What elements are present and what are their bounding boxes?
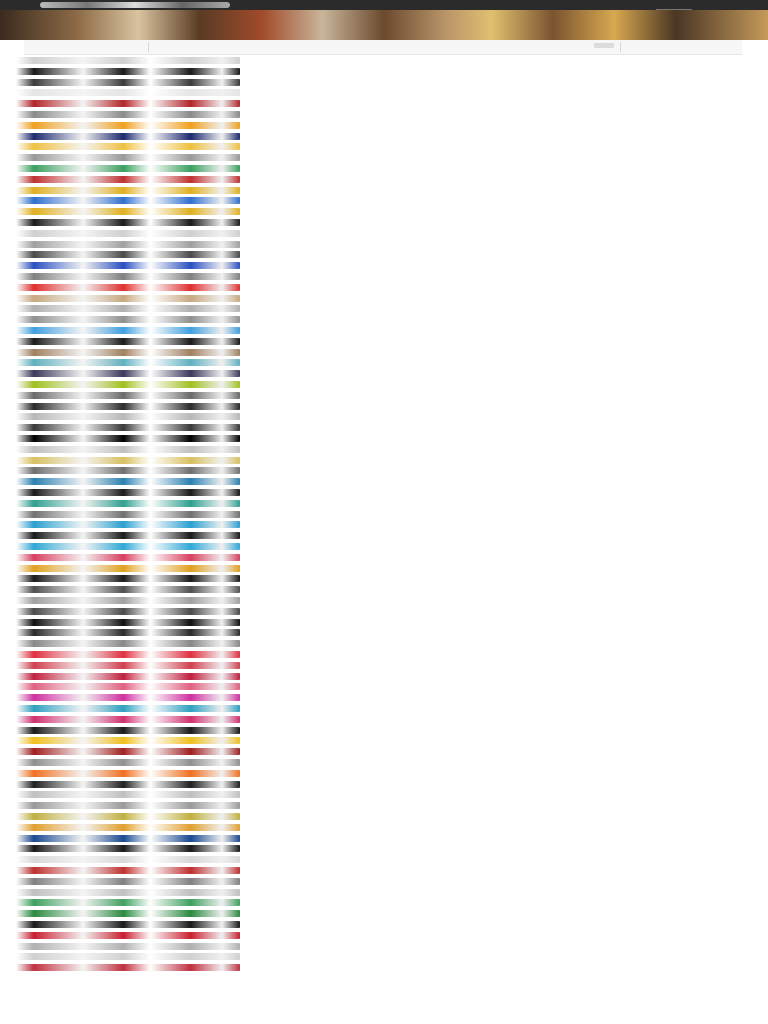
header-banner-image	[0, 10, 768, 40]
team-logo-banner[interactable]	[16, 241, 240, 248]
team-logo-banner[interactable]	[16, 932, 240, 939]
list-item[interactable]	[0, 410, 768, 420]
list-item-title[interactable]	[282, 661, 722, 667]
list-item[interactable]	[0, 713, 768, 723]
list-item-title[interactable]	[282, 780, 722, 786]
list-item[interactable]	[0, 486, 768, 496]
list-item-title[interactable]	[282, 121, 722, 127]
list-item[interactable]	[0, 194, 768, 204]
team-logo-banner[interactable]	[16, 154, 240, 161]
team-logo-banner[interactable]	[16, 305, 240, 312]
list-item-title[interactable]	[282, 844, 722, 850]
team-logo-banner[interactable]	[16, 467, 240, 474]
list-item-title[interactable]	[282, 931, 722, 937]
team-logo-banner[interactable]	[16, 683, 240, 690]
list-item-title[interactable]	[282, 888, 722, 894]
list-item[interactable]	[0, 173, 768, 183]
list-item[interactable]	[0, 659, 768, 669]
list-item-title[interactable]	[282, 812, 722, 818]
list-item[interactable]	[0, 162, 768, 172]
list-item-title[interactable]	[282, 499, 722, 505]
list-item[interactable]	[0, 583, 768, 593]
team-logo-banner[interactable]	[16, 478, 240, 485]
team-logo-banner[interactable]	[16, 856, 240, 863]
team-logo-banner[interactable]	[16, 943, 240, 950]
site-logo[interactable]	[40, 2, 230, 8]
list-item-title[interactable]	[282, 412, 722, 418]
list-item[interactable]	[0, 886, 768, 896]
list-item-title[interactable]	[282, 909, 722, 915]
list-item-title[interactable]	[282, 153, 722, 159]
list-item[interactable]	[0, 702, 768, 712]
list-item[interactable]	[0, 594, 768, 604]
list-item[interactable]	[0, 313, 768, 323]
list-item-title[interactable]	[282, 164, 722, 170]
team-logo-banner[interactable]	[16, 392, 240, 399]
team-logo-banner[interactable]	[16, 165, 240, 172]
team-logo-banner[interactable]	[16, 197, 240, 204]
team-logo-banner[interactable]	[16, 910, 240, 917]
list-item-title[interactable]	[282, 110, 722, 116]
team-logo-banner[interactable]	[16, 953, 240, 960]
list-item[interactable]	[0, 475, 768, 485]
list-item-title[interactable]	[282, 488, 722, 494]
team-list	[0, 54, 768, 1024]
list-item[interactable]	[0, 119, 768, 129]
team-logo-banner[interactable]	[16, 187, 240, 194]
list-item[interactable]	[0, 799, 768, 809]
list-item[interactable]	[0, 184, 768, 194]
list-item-title[interactable]	[282, 736, 722, 742]
list-item-title[interactable]	[282, 272, 722, 278]
list-item-title[interactable]	[282, 769, 722, 775]
list-item[interactable]	[0, 875, 768, 885]
list-item[interactable]	[0, 832, 768, 842]
team-logo-banner[interactable]	[16, 835, 240, 842]
list-item-title[interactable]	[282, 607, 722, 613]
list-item[interactable]	[0, 605, 768, 615]
list-item[interactable]	[0, 270, 768, 280]
list-item-title[interactable]	[282, 315, 722, 321]
team-logo-banner[interactable]	[16, 651, 240, 658]
list-item[interactable]	[0, 259, 768, 269]
team-logo-banner[interactable]	[16, 176, 240, 183]
team-logo-banner[interactable]	[16, 543, 240, 550]
team-logo-banner[interactable]	[16, 316, 240, 323]
navigation-bar	[24, 40, 742, 55]
list-item[interactable]	[0, 378, 768, 388]
list-item-title[interactable]	[282, 952, 722, 958]
team-logo-banner[interactable]	[16, 640, 240, 647]
team-logo-banner[interactable]	[16, 251, 240, 258]
team-logo-banner[interactable]	[16, 619, 240, 626]
team-logo-banner[interactable]	[16, 770, 240, 777]
list-item[interactable]	[0, 248, 768, 258]
list-item-title[interactable]	[282, 542, 722, 548]
list-item[interactable]	[0, 788, 768, 798]
team-logo-banner[interactable]	[16, 435, 240, 442]
list-item[interactable]	[0, 918, 768, 928]
list-item-title[interactable]	[282, 650, 722, 656]
team-logo-banner[interactable]	[16, 964, 240, 971]
team-logo-banner[interactable]	[16, 748, 240, 755]
list-item-title[interactable]	[282, 553, 722, 559]
team-logo-banner[interactable]	[16, 705, 240, 712]
team-logo-banner[interactable]	[16, 381, 240, 388]
list-item-title[interactable]	[282, 207, 722, 213]
list-item[interactable]	[0, 734, 768, 744]
list-item[interactable]	[0, 842, 768, 852]
list-item[interactable]	[0, 756, 768, 766]
team-logo-banner[interactable]	[16, 370, 240, 377]
list-item-title[interactable]	[282, 618, 722, 624]
team-logo-banner[interactable]	[16, 424, 240, 431]
list-item-title[interactable]	[282, 186, 722, 192]
list-item[interactable]	[0, 443, 768, 453]
team-logo-banner[interactable]	[16, 586, 240, 593]
team-logo-banner[interactable]	[16, 273, 240, 280]
list-item[interactable]	[0, 400, 768, 410]
list-item-title[interactable]	[282, 510, 722, 516]
team-logo-banner[interactable]	[16, 608, 240, 615]
team-logo-banner[interactable]	[16, 284, 240, 291]
list-item[interactable]	[0, 767, 768, 777]
list-item[interactable]	[0, 54, 768, 64]
team-logo-banner[interactable]	[16, 79, 240, 86]
team-logo-banner[interactable]	[16, 521, 240, 528]
list-item-title[interactable]	[282, 477, 722, 483]
list-item-title[interactable]	[282, 132, 722, 138]
team-logo-banner[interactable]	[16, 68, 240, 75]
list-item[interactable]	[0, 616, 768, 626]
team-logo-banner[interactable]	[16, 208, 240, 215]
team-logo-banner[interactable]	[16, 133, 240, 140]
list-item-title[interactable]	[282, 402, 722, 408]
list-item-title[interactable]	[282, 564, 722, 570]
team-logo-banner[interactable]	[16, 878, 240, 885]
team-logo-banner[interactable]	[16, 791, 240, 798]
list-item-title[interactable]	[282, 434, 722, 440]
list-item[interactable]	[0, 302, 768, 312]
team-logo-banner[interactable]	[16, 403, 240, 410]
team-logo-banner[interactable]	[16, 694, 240, 701]
list-item[interactable]	[0, 929, 768, 939]
team-logo-banner[interactable]	[16, 359, 240, 366]
list-item-title[interactable]	[282, 326, 722, 332]
list-item[interactable]	[0, 335, 768, 345]
nav-divider	[620, 42, 621, 52]
list-item[interactable]	[0, 281, 768, 291]
team-logo-banner[interactable]	[16, 845, 240, 852]
team-logo-banner[interactable]	[16, 295, 240, 302]
list-item[interactable]	[0, 821, 768, 831]
team-logo-banner[interactable]	[16, 327, 240, 334]
list-item-title[interactable]	[282, 250, 722, 256]
list-item[interactable]	[0, 140, 768, 150]
list-item[interactable]	[0, 367, 768, 377]
list-item[interactable]	[0, 238, 768, 248]
team-logo-banner[interactable]	[16, 457, 240, 464]
team-logo-banner[interactable]	[16, 759, 240, 766]
list-item[interactable]	[0, 97, 768, 107]
list-item-title[interactable]	[282, 229, 722, 235]
list-item-title[interactable]	[282, 693, 722, 699]
list-item[interactable]	[0, 86, 768, 96]
list-item-title[interactable]	[282, 596, 722, 602]
list-item[interactable]	[0, 670, 768, 680]
nav-divider	[148, 42, 149, 52]
list-item-title[interactable]	[282, 704, 722, 710]
list-item-title[interactable]	[282, 866, 722, 872]
list-item[interactable]	[0, 346, 768, 356]
list-item-title[interactable]	[282, 585, 722, 591]
team-logo-banner[interactable]	[16, 899, 240, 906]
team-logo-banner[interactable]	[16, 889, 240, 896]
team-logo-banner[interactable]	[16, 446, 240, 453]
list-item-title[interactable]	[282, 877, 722, 883]
list-item-title[interactable]	[282, 78, 722, 84]
list-item[interactable]	[0, 810, 768, 820]
team-logo-banner[interactable]	[16, 629, 240, 636]
list-item-title[interactable]	[282, 747, 722, 753]
list-item[interactable]	[0, 691, 768, 701]
team-logo-banner[interactable]	[16, 349, 240, 356]
list-item-title[interactable]	[282, 834, 722, 840]
list-item[interactable]	[0, 518, 768, 528]
list-item-title[interactable]	[282, 531, 722, 537]
team-logo-banner[interactable]	[16, 122, 240, 129]
list-item-title[interactable]	[282, 715, 722, 721]
team-logo-banner[interactable]	[16, 111, 240, 118]
list-item[interactable]	[0, 464, 768, 474]
team-logo-banner[interactable]	[16, 143, 240, 150]
list-item-title[interactable]	[282, 348, 722, 354]
team-logo-banner[interactable]	[16, 413, 240, 420]
team-logo-banner[interactable]	[16, 921, 240, 928]
list-item-title[interactable]	[282, 423, 722, 429]
list-item[interactable]	[0, 853, 768, 863]
list-item-title[interactable]	[282, 639, 722, 645]
list-item[interactable]	[0, 76, 768, 86]
list-item-title[interactable]	[282, 304, 722, 310]
list-item-title[interactable]	[282, 218, 722, 224]
list-item[interactable]	[0, 637, 768, 647]
list-item[interactable]	[0, 227, 768, 237]
team-logo-banner[interactable]	[16, 727, 240, 734]
list-item[interactable]	[0, 540, 768, 550]
nav-links[interactable]	[192, 43, 482, 48]
team-logo-banner[interactable]	[16, 802, 240, 809]
team-logo-banner[interactable]	[16, 100, 240, 107]
team-logo-banner[interactable]	[16, 737, 240, 744]
list-item[interactable]	[0, 961, 768, 971]
list-item[interactable]	[0, 778, 768, 788]
list-item[interactable]	[0, 940, 768, 950]
team-logo-banner[interactable]	[16, 824, 240, 831]
list-item[interactable]	[0, 216, 768, 226]
list-item-title[interactable]	[282, 337, 722, 343]
list-item-title[interactable]	[282, 67, 722, 73]
list-item-title[interactable]	[282, 628, 722, 634]
list-item-title[interactable]	[282, 56, 722, 62]
list-item-title[interactable]	[282, 823, 722, 829]
list-item-title[interactable]	[282, 142, 722, 148]
list-item[interactable]	[0, 389, 768, 399]
team-logo-banner[interactable]	[16, 500, 240, 507]
list-item-title[interactable]	[282, 520, 722, 526]
list-item[interactable]	[0, 292, 768, 302]
list-item[interactable]	[0, 151, 768, 161]
nav-search-link[interactable]	[594, 43, 614, 48]
list-item[interactable]	[0, 356, 768, 366]
top-bar	[0, 0, 768, 10]
team-logo-banner[interactable]	[16, 338, 240, 345]
list-item[interactable]	[0, 205, 768, 215]
list-item[interactable]	[0, 454, 768, 464]
team-logo-banner[interactable]	[16, 219, 240, 226]
list-item[interactable]	[0, 724, 768, 734]
list-item[interactable]	[0, 680, 768, 690]
team-logo-banner[interactable]	[16, 57, 240, 64]
list-item-title[interactable]	[282, 261, 722, 267]
list-item-title[interactable]	[282, 920, 722, 926]
list-item[interactable]	[0, 529, 768, 539]
team-logo-banner[interactable]	[16, 89, 240, 96]
list-item-title[interactable]	[282, 294, 722, 300]
list-item[interactable]	[0, 896, 768, 906]
team-logo-banner[interactable]	[16, 511, 240, 518]
list-item-title[interactable]	[282, 196, 722, 202]
team-logo-banner[interactable]	[16, 230, 240, 237]
team-logo-banner[interactable]	[16, 716, 240, 723]
team-logo-banner[interactable]	[16, 262, 240, 269]
list-item-title[interactable]	[282, 391, 722, 397]
list-item[interactable]	[0, 626, 768, 636]
list-item[interactable]	[0, 65, 768, 75]
team-logo-banner[interactable]	[16, 597, 240, 604]
list-item[interactable]	[0, 572, 768, 582]
team-logo-banner[interactable]	[16, 673, 240, 680]
list-item[interactable]	[0, 421, 768, 431]
team-logo-banner[interactable]	[16, 554, 240, 561]
list-item[interactable]	[0, 950, 768, 960]
list-item-title[interactable]	[282, 175, 722, 181]
list-item[interactable]	[0, 108, 768, 118]
list-item-title[interactable]	[282, 855, 722, 861]
list-item[interactable]	[0, 324, 768, 334]
team-logo-banner[interactable]	[16, 489, 240, 496]
team-logo-banner[interactable]	[16, 867, 240, 874]
list-item[interactable]	[0, 432, 768, 442]
list-item-title[interactable]	[282, 682, 722, 688]
list-item-title[interactable]	[282, 369, 722, 375]
account-link[interactable]	[656, 1, 692, 10]
list-item[interactable]	[0, 745, 768, 755]
list-item[interactable]	[0, 562, 768, 572]
team-logo-banner[interactable]	[16, 532, 240, 539]
list-item[interactable]	[0, 864, 768, 874]
list-item[interactable]	[0, 508, 768, 518]
list-item-title[interactable]	[282, 445, 722, 451]
list-item-title[interactable]	[282, 240, 722, 246]
list-item-title[interactable]	[282, 456, 722, 462]
list-item[interactable]	[0, 130, 768, 140]
list-item[interactable]	[0, 497, 768, 507]
list-item-title[interactable]	[282, 358, 722, 364]
list-item-title[interactable]	[282, 466, 722, 472]
list-item-title[interactable]	[282, 801, 722, 807]
list-item-title[interactable]	[282, 672, 722, 678]
list-item-title[interactable]	[282, 380, 722, 386]
list-item-title[interactable]	[282, 574, 722, 580]
list-item-title[interactable]	[282, 898, 722, 904]
list-item-title[interactable]	[282, 963, 722, 969]
list-item[interactable]	[0, 648, 768, 658]
team-logo-banner[interactable]	[16, 813, 240, 820]
team-logo-banner[interactable]	[16, 565, 240, 572]
list-item[interactable]	[0, 907, 768, 917]
team-logo-banner[interactable]	[16, 781, 240, 788]
list-item-title[interactable]	[282, 790, 722, 796]
list-item-title[interactable]	[282, 99, 722, 105]
list-item-title[interactable]	[282, 283, 722, 289]
list-item-title[interactable]	[282, 942, 722, 948]
list-item-title[interactable]	[282, 726, 722, 732]
list-item-title[interactable]	[282, 88, 722, 94]
list-item-title[interactable]	[282, 758, 722, 764]
list-item[interactable]	[0, 551, 768, 561]
team-logo-banner[interactable]	[16, 662, 240, 669]
team-logo-banner[interactable]	[16, 575, 240, 582]
